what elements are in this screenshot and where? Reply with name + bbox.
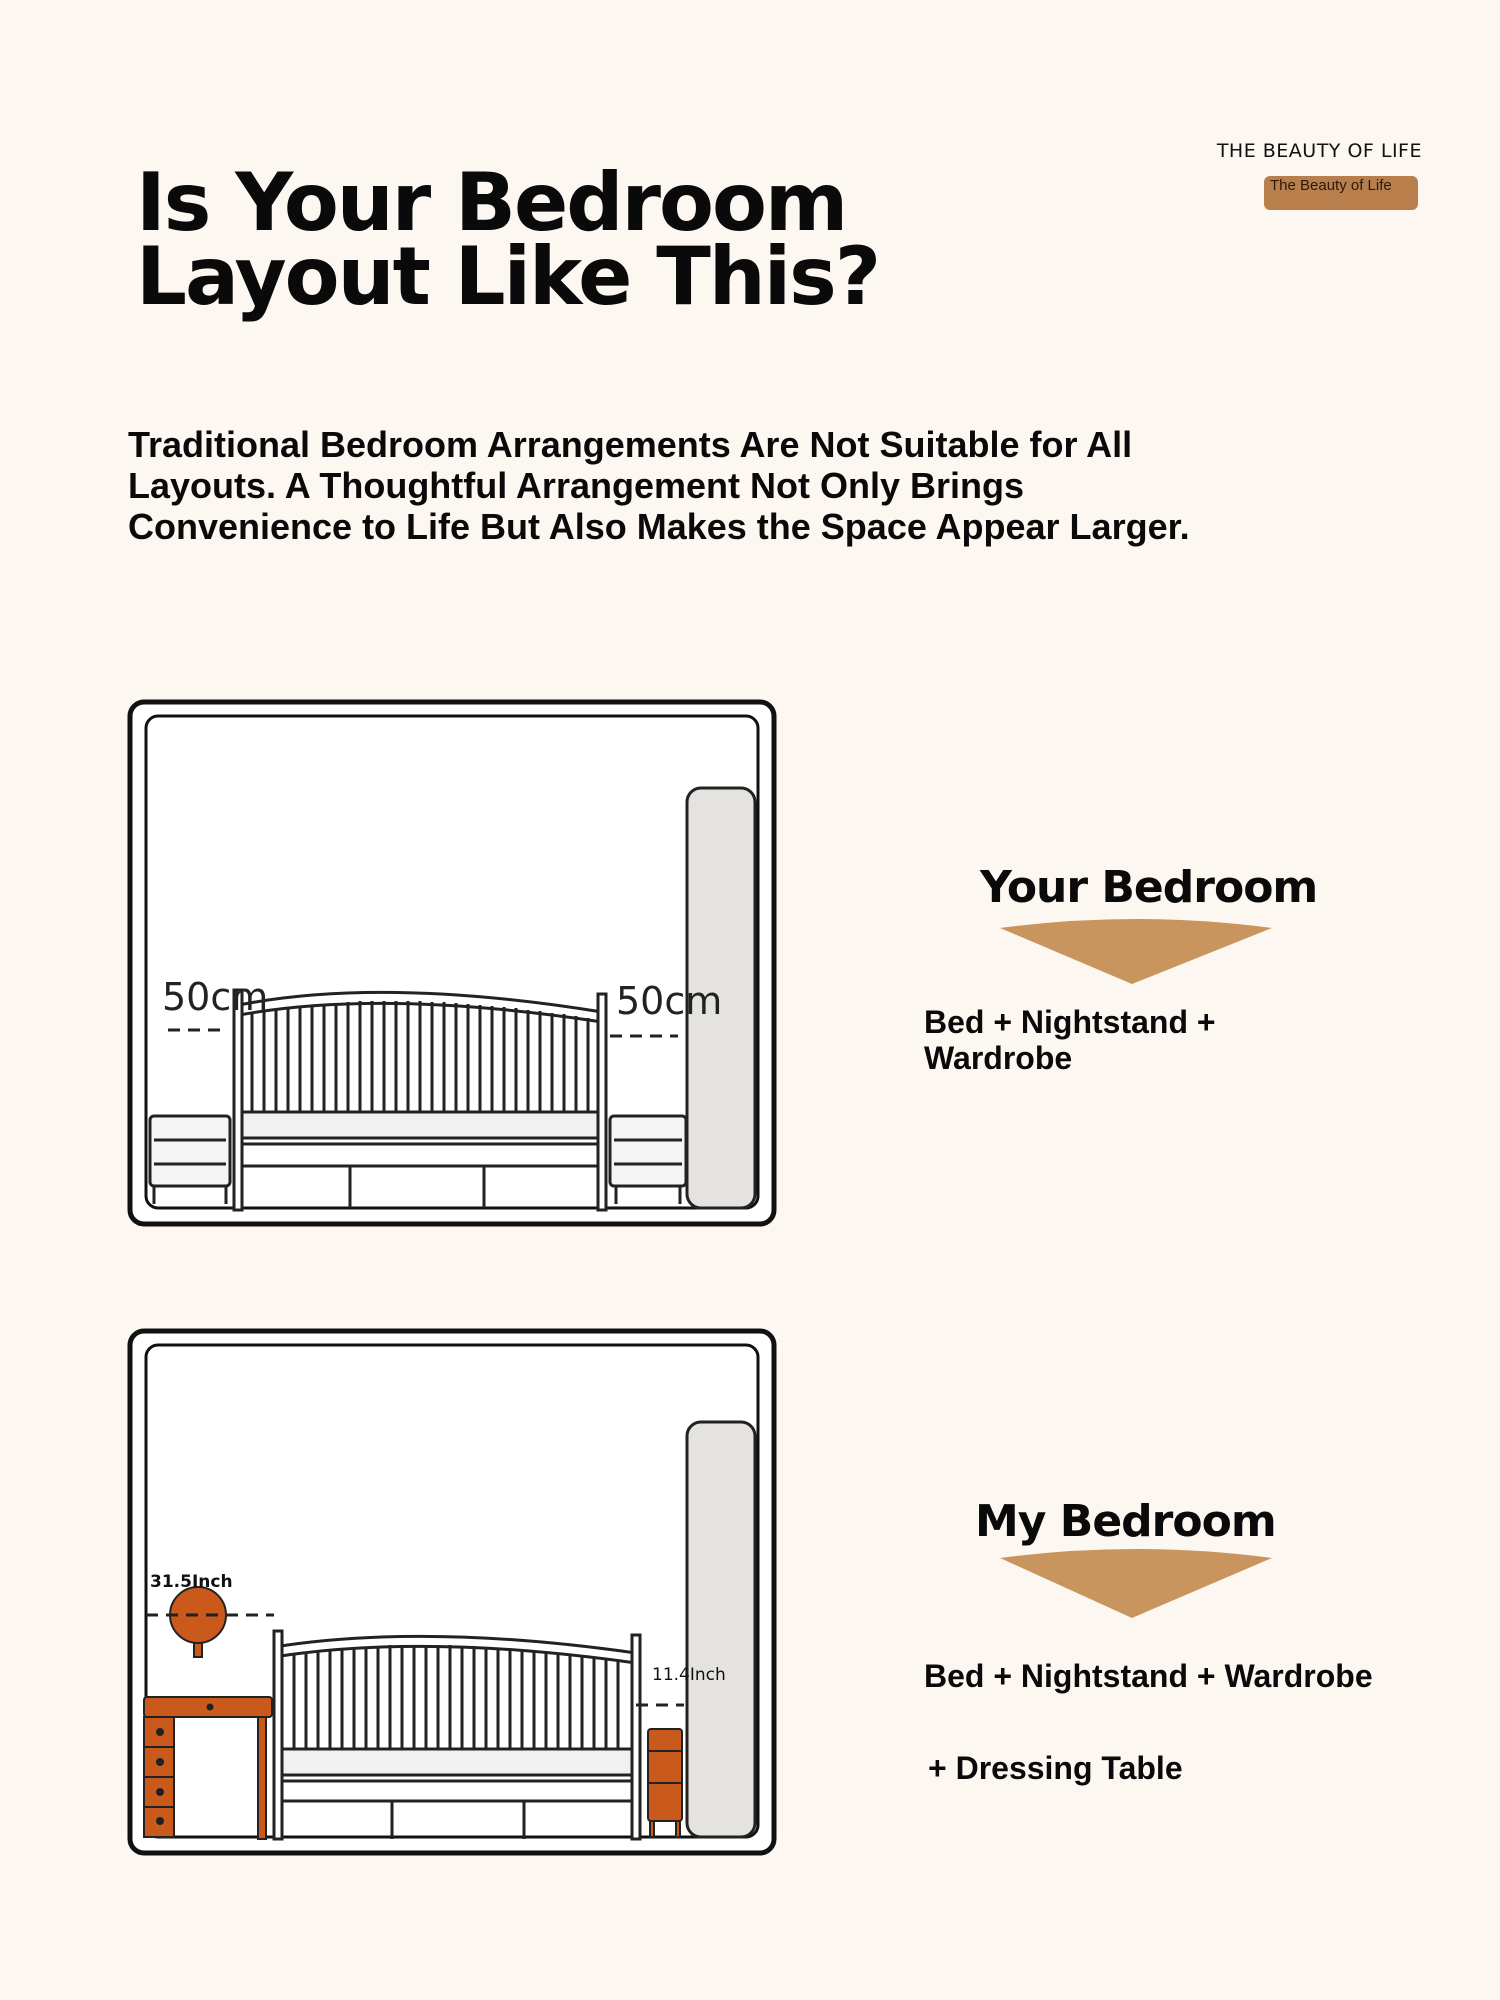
your-bedroom-heading: Your Bedroom [980, 862, 1318, 913]
page-title: Is Your Bedroom Layout Like This? [136, 156, 880, 323]
dimension-label-left: 50cm [162, 975, 269, 1019]
my-bedroom-heading: My Bedroom [975, 1496, 1276, 1547]
your-bedroom-caption: Bed + Nightstand + Wardrobe [924, 1004, 1216, 1076]
nightstand-right [648, 1729, 682, 1837]
my-bedroom-diagram [124, 1325, 780, 1865]
my-bedroom-caption-line2: + Dressing Table [928, 1750, 1183, 1786]
your-bedroom-diagram [124, 696, 780, 1236]
dimension-label-right: 50cm [616, 979, 723, 1023]
brand-logo [1200, 140, 1422, 194]
brand-name: THE BEAUTY OF LIFE [1216, 140, 1422, 162]
dimension-label-left: 31.5Inch [150, 1572, 233, 1592]
down-arrow-icon [996, 1546, 1276, 1622]
my-bedroom-caption-line1: Bed + Nightstand + Wardrobe [924, 1658, 1373, 1694]
down-arrow-icon [996, 916, 1276, 988]
wardrobe [687, 1422, 755, 1837]
page-subtitle: Traditional Bedroom Arrangements Are Not Suitable for All Layouts. A Thoughtful Arrangement Not Only Brings Convenience to Life But Also Makes the Space Appear Larger. [128, 424, 1190, 547]
dimension-label-right: 11.4Inch [652, 1665, 726, 1685]
brand-tag: The Beauty of Life [1264, 176, 1418, 210]
